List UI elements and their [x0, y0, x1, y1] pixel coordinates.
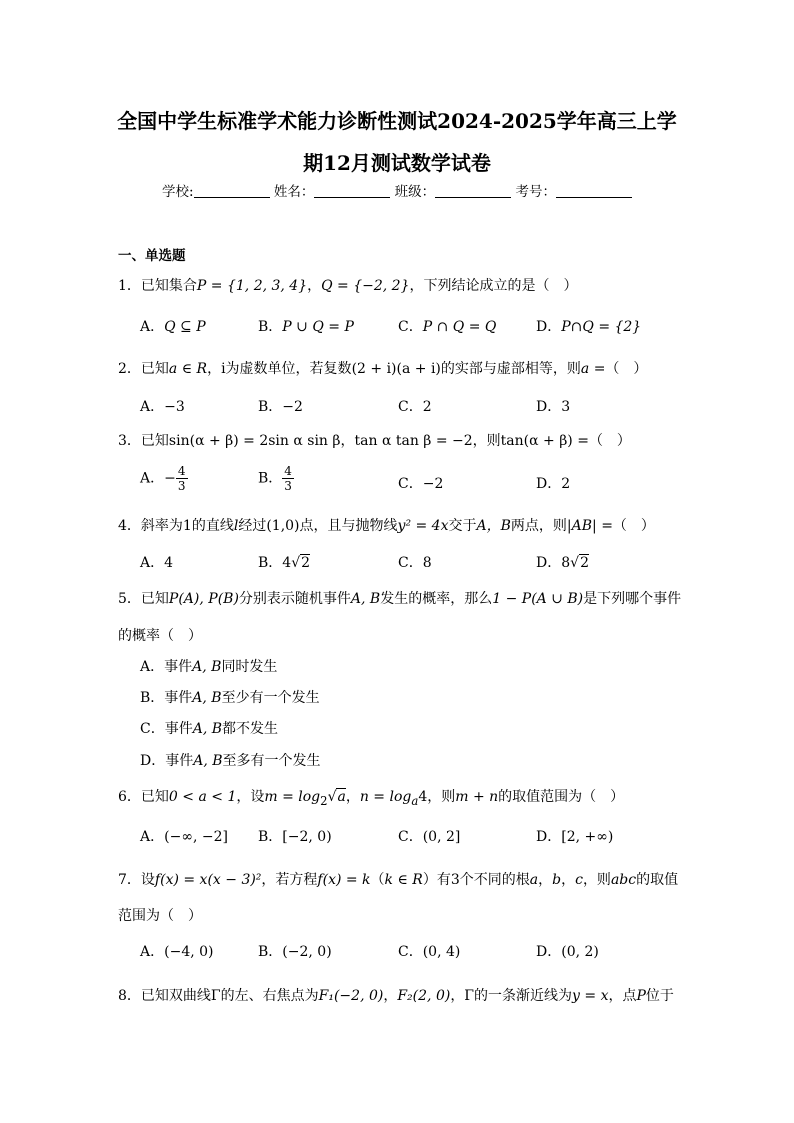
school-label: 学校:	[162, 184, 194, 200]
q4-option-c[interactable]: C．8	[398, 555, 432, 571]
number-blank[interactable]	[556, 183, 632, 198]
q4-option-b[interactable]: B．4√2	[258, 555, 311, 571]
q2-option-b[interactable]: B．−2	[258, 399, 303, 415]
question-1: 1．已知集合P = {1, 2, 3, 4}，Q = {−2, 2}，下列结论成立的是（ ）	[118, 278, 578, 294]
exam-title-line2: 期12月测试数学试卷	[303, 151, 491, 175]
q3-option-b[interactable]: B． $\frac{4}{3}$	[258, 464, 292, 493]
q7-option-c[interactable]: C．(0, 4)	[398, 944, 461, 960]
q3-option-a[interactable]: A．− $\frac{4}{3}$	[140, 464, 186, 493]
class-label: 班级：	[394, 184, 436, 200]
student-info-row	[0, 180, 794, 200]
q6-option-d[interactable]: D．[2, +∞)	[536, 829, 614, 845]
question-6: 6．已知0 < a < 1，设$m = \log_2√a$，$n = \log_a4$，则m + n的取值范围为（ ）	[118, 789, 625, 808]
q3-option-d[interactable]: D．2	[536, 476, 571, 492]
class-blank[interactable]	[435, 183, 511, 198]
q6-option-a[interactable]: A．(−∞, −2]	[140, 829, 228, 845]
question-8: 8．已知双曲线Γ的左、右焦点为F₁(−2, 0)，F₂(2, 0)，Γ的一条渐近线为y = x，点P位于	[118, 988, 674, 1004]
q1-option-d[interactable]: D．P∩Q = {2}	[536, 319, 642, 335]
question-7: 7．设f(x) = x(x − 3)²，若方程f(x) = k（k ∈ R）有3个不同的根a，b，c，则abc的取值	[118, 872, 679, 888]
q7-option-d[interactable]: D．(0, 2)	[536, 944, 599, 960]
school-blank[interactable]	[194, 183, 270, 198]
q4-option-d[interactable]: D．8√2	[536, 555, 589, 571]
q1-option-a[interactable]: A．Q ⊆ P	[140, 319, 206, 335]
question-5: 5．已知P(A), P(B)分别表示随机事件A, B发生的概率，那么1 − P(A ∪ B)是下列哪个事件	[118, 591, 682, 607]
exam-title-line1: 全国中学生标准学术能力诊断性测试2024-2025学年高三上学	[117, 109, 677, 133]
q1-option-b[interactable]: B．P ∪ Q = P	[258, 319, 354, 335]
name-blank[interactable]	[314, 183, 390, 198]
question-5-cont: 的概率（ ）	[118, 628, 202, 644]
q6-option-b[interactable]: B．[−2, 0)	[258, 829, 332, 845]
q3-option-c[interactable]: C．−2	[398, 476, 444, 492]
q5-option-c[interactable]: C．事件A, B都不发生	[140, 721, 279, 737]
q4-option-a[interactable]: A．4	[140, 555, 174, 571]
q6-option-c[interactable]: C．(0, 2]	[398, 829, 461, 845]
q5-option-b[interactable]: B．事件A, B至少有一个发生	[140, 690, 320, 706]
number-label: 考号：	[515, 184, 556, 200]
section-title: 一、单选题	[118, 248, 186, 264]
q2-option-c[interactable]: C．2	[398, 399, 432, 415]
q5-option-d[interactable]: D．事件A, B至多有一个发生	[140, 753, 321, 769]
question-7-cont: 范围为（ ）	[118, 908, 202, 924]
question-2: 2．已知a ∈ R，i为虚数单位，若复数(2 + i)(a + i)的实部与虚部相等，则a =（ ）	[118, 361, 648, 377]
question-3: 3．已知sin(α + β) = 2sin α sin β，tan α tan β = −2，则tan(α + β) =（ ）	[118, 433, 631, 449]
q7-option-a[interactable]: A．(−4, 0)	[140, 944, 214, 960]
q2-option-a[interactable]: A．−3	[140, 399, 185, 415]
name-label: 姓名：	[273, 184, 315, 200]
q7-option-b[interactable]: B．(−2, 0)	[258, 944, 332, 960]
question-4: 4．斜率为1的直线l经过(1,0)点，且与抛物线y² = 4x交于A，B两点，则|AB| =（ ）	[118, 518, 655, 534]
q5-option-a[interactable]: A．事件A, B同时发生	[140, 659, 278, 675]
q2-option-d[interactable]: D．3	[536, 399, 571, 415]
q1-option-c[interactable]: C．P ∩ Q = Q	[398, 319, 497, 335]
